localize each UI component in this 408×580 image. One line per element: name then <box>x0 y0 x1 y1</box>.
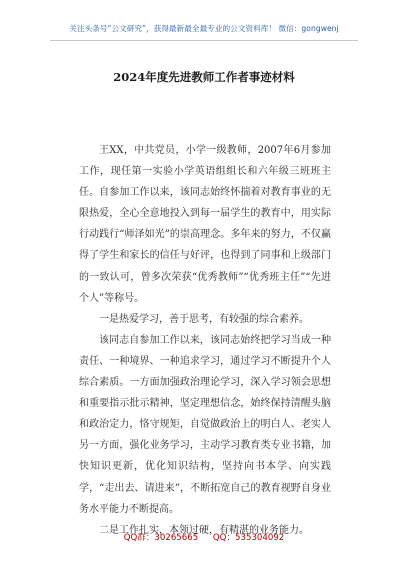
page-header <box>0 24 408 34</box>
document-title: 2024年度先进教师工作者事迹材料 <box>113 70 295 84</box>
section-heading-1: 一是热爱学习，善于思考，有较强的综合素养。 <box>99 313 309 325</box>
section-paragraph-1: 该同志自参加工作以来，该同志始终把学习当成一种责任、一种境界、一种追求学习，通过学习不断提升个人综合素质。一方面加强政治理论学习，深入学习领会思想和重要指示批示精神，坚定理想信念，始终保持清醒头脑和政治定力，恪守规矩，自觉做政治上的明白人、老实人另一方面，强化业务学习，主动学习教育类专业书籍，加快知识更新，优化知识结构，坚持向书本学、向实践学，“走出去、请进来”，不断拓宽自己的教育视野自身业务水平能力不断提高。 <box>79 334 331 515</box>
header-promo-text: 关注头条号“公文研究”，获得最新最全最专业的公文资料库！ 微信：gongwenj <box>69 24 339 33</box>
page-footer <box>0 532 408 544</box>
header-divider <box>50 40 358 41</box>
footer-qq-group: QQ群：30265665 <box>123 533 199 543</box>
document-body <box>79 140 331 541</box>
intro-paragraph: 王XX，中共党员，小学一级教师，2007年6月参加工作，现任第一实验小学英语组组长和六年级三班班主任。自参加工作以来，该同志始终怀揣着对教育事业的无限热爱，全心全意地投入到每一届学生的教育中，用实际行动践行“师泽如光”的崇高理念。多年来的努力，不仅赢得了学生和家长的信任与好评，也得到了同事和上级部门的一致认可，曾多次荣获“优秀教师”“优秀班主任”“先进个人”等称号。 <box>79 145 331 304</box>
section-heading-2: 二是工作扎实，本领过硬，有精湛的业务能力。 <box>99 524 309 536</box>
footer-qq: QQ：535304092 <box>212 533 285 543</box>
